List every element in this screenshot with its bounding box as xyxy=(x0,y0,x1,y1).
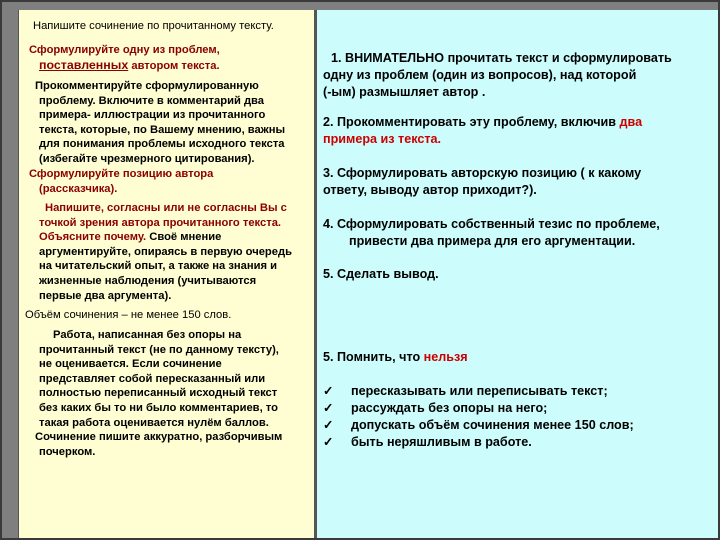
agree-line-5: на читательский опыт, а также на знания и xyxy=(39,260,278,273)
dont-item-3: допускать объём сочинения менее 150 слов; xyxy=(351,418,634,432)
step2-line-2 xyxy=(323,131,441,148)
work-line-5: полностью переписанный исходный текст xyxy=(39,387,278,400)
checkmark-icon: ✓ xyxy=(323,435,334,449)
work-line-9: почерком. xyxy=(39,445,96,458)
agree-line-1: Напишите, согласны или не согласны Вы с xyxy=(45,202,287,214)
step3-line-1: 3. Сформулировать авторскую позицию ( к какому xyxy=(323,166,642,180)
agree-line-7: первые два аргумента). xyxy=(39,289,172,302)
agree-line-6: жизненные наблюдения (учитываются xyxy=(39,275,257,287)
right-panel xyxy=(316,10,718,538)
checkmark-icon: ✓ xyxy=(323,401,334,415)
checkmark-icon: ✓ xyxy=(323,384,334,398)
work-line-6: без каких бы то ни было комментариев, то xyxy=(39,402,278,414)
step5-conclusion: 5. Сделать вывод. xyxy=(323,267,439,281)
checkmark-icon: ✓ xyxy=(323,418,334,432)
position-line-1: Сформулируйте позицию автора xyxy=(29,168,214,180)
left-panel xyxy=(18,10,316,538)
step2-text: 2. Прокомментировать эту проблему, включив xyxy=(323,115,620,129)
step3-line-2: ответу, выводу автор приходит?). xyxy=(323,183,537,197)
step2-highlight-2: примера из текста. xyxy=(323,132,442,146)
underlined-word: поставленных xyxy=(39,58,129,72)
formulate-line-2 xyxy=(39,58,220,74)
step2-highlight-1: два xyxy=(619,115,643,129)
left-heading: Напишите сочинение по прочитанному тексту. xyxy=(33,20,274,32)
agree-line-4: аргументируйте, опираясь в первую очередь xyxy=(39,245,292,258)
work-line-3: не оценивается. Если сочинение xyxy=(39,358,222,371)
volume-note: Объём сочинения – не менее 150 слов. xyxy=(25,309,232,321)
agree-line-3-rest: Своё мнение xyxy=(146,231,222,244)
dont-item-4: быть неряшливым в работе. xyxy=(351,435,532,449)
formulate-line-2-rest: автором текста. xyxy=(128,60,220,72)
comment-line-6: (избегайте чрезмерного цитирования). xyxy=(39,153,255,165)
remember-line xyxy=(323,349,468,366)
dont-item-1: пересказывать или переписывать текст; xyxy=(351,384,608,398)
work-line-2: прочитанный текст (не по данному тексту), xyxy=(39,343,279,356)
step1-line-1: 1. ВНИМАТЕЛЬНО прочитать текст и сформулировать xyxy=(331,51,672,65)
step1-line-2: одну из проблем (один из вопросов), над которой xyxy=(323,68,637,82)
work-line-7: такая работа оценивается нулём баллов. xyxy=(39,416,269,429)
comment-line-1: Прокомментируйте сформулированную xyxy=(35,80,259,92)
step2-line-1 xyxy=(323,114,642,131)
comment-line-2: проблему. Включите в комментарий два xyxy=(39,94,265,107)
remember-highlight: нельзя xyxy=(423,350,468,364)
formulate-line-1: Сформулируйте одну из проблем, xyxy=(29,44,220,56)
agree-line-2: точкой зрения автора прочитанного текста. xyxy=(39,216,282,229)
agree-line-3 xyxy=(39,230,221,245)
comment-line-5: для понимания проблемы исходного текста xyxy=(39,138,285,151)
work-line-1: Работа, написанная без опоры на xyxy=(53,329,242,341)
comment-line-4: текста, которые, по Вашему мнению, важны xyxy=(39,123,286,136)
dont-item-2: рассуждать без опоры на него; xyxy=(351,401,548,415)
step1-line-3: (-ым) размышляет автор . xyxy=(323,85,486,99)
agree-line-3-red: Объясните почему. xyxy=(39,231,147,244)
step4-line-2: привести два примера для его аргументации. xyxy=(349,234,636,248)
remember-text: 5. Помнить, что xyxy=(323,350,424,364)
position-line-2: (рассказчика). xyxy=(39,183,118,195)
work-line-4: представляет собой пересказанный или xyxy=(39,372,266,385)
comment-line-3: примера- иллюстрации из прочитанного xyxy=(39,109,266,122)
work-line-8: Сочинение пишите аккуратно, разборчивым xyxy=(35,431,283,444)
step4-line-1: 4. Сформулировать собственный тезис по проблеме, xyxy=(323,217,660,231)
